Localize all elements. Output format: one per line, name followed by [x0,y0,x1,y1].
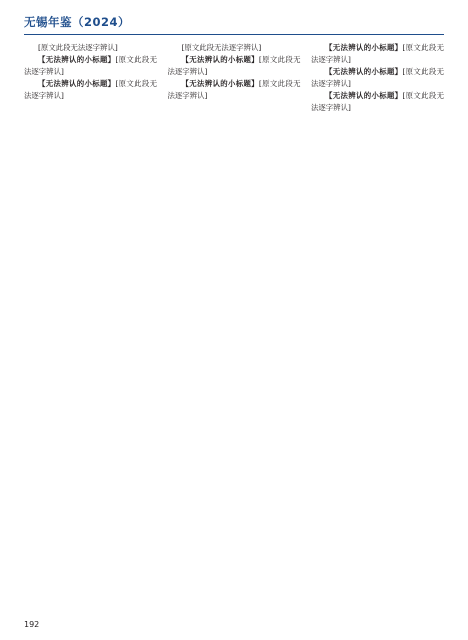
section-heading: 【无法辨认的小标题】 [325,43,403,52]
paragraph [24,42,157,54]
paragraph-text: [原文此段无法逐字辨认] [24,78,157,100]
paragraph [24,78,157,102]
column-left [24,42,157,616]
paragraph-text: [原文此段无法逐字辨认] [38,43,118,52]
header-rule [24,34,444,35]
paragraph [311,42,444,66]
paragraph [24,54,157,78]
paragraph-text: [原文此段无法逐字辨认] [311,66,444,88]
text-columns [24,42,444,616]
paragraph-text: [原文此段无法逐字辨认] [24,54,157,76]
paragraph [311,90,444,114]
running-title: 无锡年鉴（2024） [24,15,131,29]
paragraph [168,78,301,102]
section-heading: 【无法辨认的小标题】 [181,78,259,88]
section-heading: 【无法辨认的小标题】 [38,78,116,88]
paragraph-text: [原文此段无法逐字辨认] [311,43,444,64]
paragraph [311,66,444,90]
paragraph [168,54,301,78]
section-heading: 【无法辨认的小标题】 [181,54,259,64]
paragraph-text: [原文此段无法逐字辨认] [167,78,301,100]
page-number: 192 [24,620,40,629]
paragraph-text: [原文此段无法逐字辨认] [167,54,301,76]
section-heading: 【无法辨认的小标题】 [325,66,403,76]
paragraph [168,42,301,54]
column-middle [168,42,301,616]
paragraph-text: [原文此段无法逐字辨认] [311,90,444,112]
section-heading: 【无法辨认的小标题】 [325,90,403,100]
section-heading: 【无法辨认的小标题】 [38,54,116,64]
column-right [311,42,444,616]
paragraph-text: [原文此段无法逐字辨认] [181,43,262,52]
